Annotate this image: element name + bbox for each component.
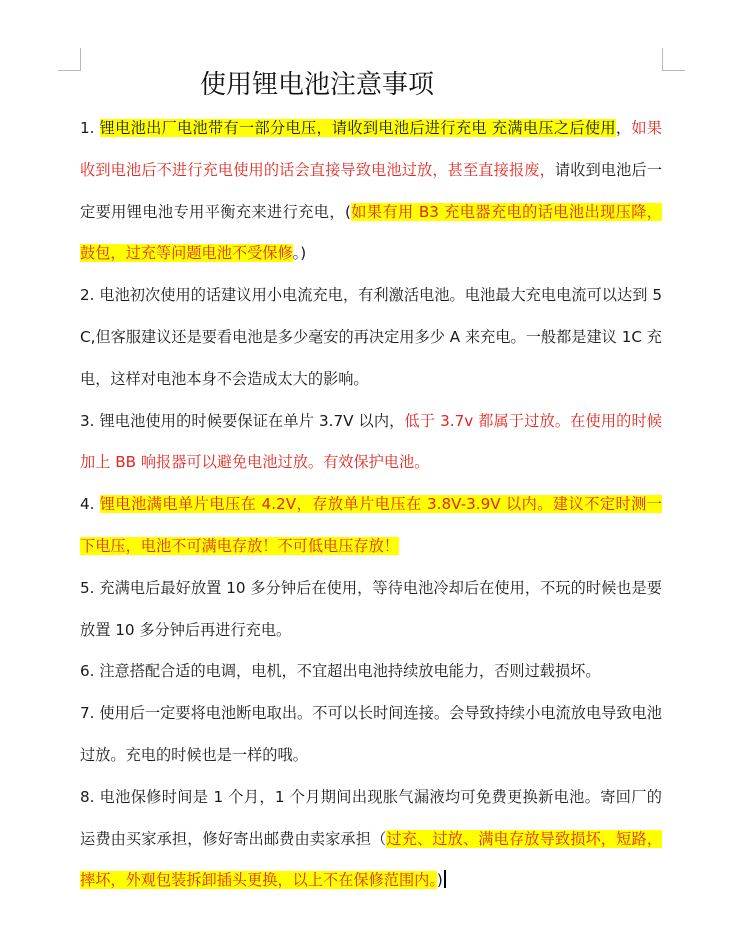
notice-item-8	[80, 777, 662, 902]
notice-item-7	[80, 693, 662, 777]
notice-list	[80, 108, 662, 902]
page-corner-mark-top-right	[662, 48, 685, 71]
page-title: 使用锂电池注意事项	[200, 70, 435, 100]
notice-text-segment: 3. 锂电池使用的时候要保证在单片 3.7V 以内，	[80, 411, 405, 430]
notice-text-segment: 。)	[292, 244, 307, 263]
notice-text-segment: 锂电池满电单片电压在 4.2V，存放单片电压在 3.8V-3.9V 以内。建议不定时测一下电压，电池不可满电存放！不可低电压存放！	[80, 495, 662, 555]
document-body[interactable]	[80, 62, 662, 902]
notice-text-segment: 请收到电池后一定要用锂电池专用平衡充来进行充电，(	[80, 160, 663, 221]
notice-item-4	[80, 484, 662, 568]
notice-text-segment: 2. 电池初次使用的话建议用小电流充电，有利激活电池。电池最大充电电流可以达到 5C,但客服建议还是要看电池是多少毫安的再决定用多少 A 来充电。一般都是建议 1C 充电，这样对电池本身不会造成太大的影响。	[80, 286, 662, 388]
notice-item-6	[80, 651, 662, 693]
notice-text-segment: 5. 充满电后最好放置 10 多分钟后在使用，等待电池冷却后在使用，不玩的时候也是要放置 10 多分钟后再进行充电。	[80, 578, 662, 639]
notice-text-segment: 4.	[80, 495, 100, 514]
notice-text-segment: 如果有用 B3 充电器充电的话电池出现压降，鼓包，过充等问题电池不受保修	[80, 202, 662, 263]
notice-text-segment: 6. 注意搭配合适的电调，电机，不宜超出电池持续放电能力，否则过载损坏。	[80, 662, 601, 681]
notice-text-segment: 低于 3.7v 都属于过放。在使用的时候加上 BB 响报器可以避免电池过放。有效保护电池。	[80, 411, 662, 472]
notice-item-2	[80, 275, 662, 400]
notice-text-segment: 7. 使用后一定要将电池断电取出。不可以长时间连接。会导致持续小电流放电导致电池过放。充电的时候也是一样的哦。	[80, 704, 662, 764]
notice-text-segment: ，	[615, 119, 632, 137]
notice-text-segment: 1.	[80, 119, 100, 137]
notice-text-segment: 锂电池出厂电池带有一部分电压，请收到电池后进行充电 充满电压之后使用	[99, 119, 616, 137]
notice-item-5	[80, 568, 662, 652]
notice-text-segment: )	[436, 871, 443, 890]
notice-item-1	[80, 108, 662, 275]
notice-text-segment: 过充、过放、满电存放导致损坏，短路，摔坏，外观包装拆卸插头更换，以上不在保修范围内。	[80, 829, 663, 890]
notice-text-segment: 如果收到电池后不进行充电使用的话会直接导致电池过放，甚至直接报废，	[80, 119, 663, 179]
text-cursor	[444, 870, 446, 888]
page-corner-mark-top-left	[58, 48, 81, 71]
notice-text-segment: 8. 电池保修时间是 1 个月，1 个月期间出现胀气漏液均可免费更换新电池。寄回厂的运费由买家承担，修好寄出邮费由卖家承担（	[80, 787, 662, 848]
notice-item-3	[80, 401, 662, 485]
